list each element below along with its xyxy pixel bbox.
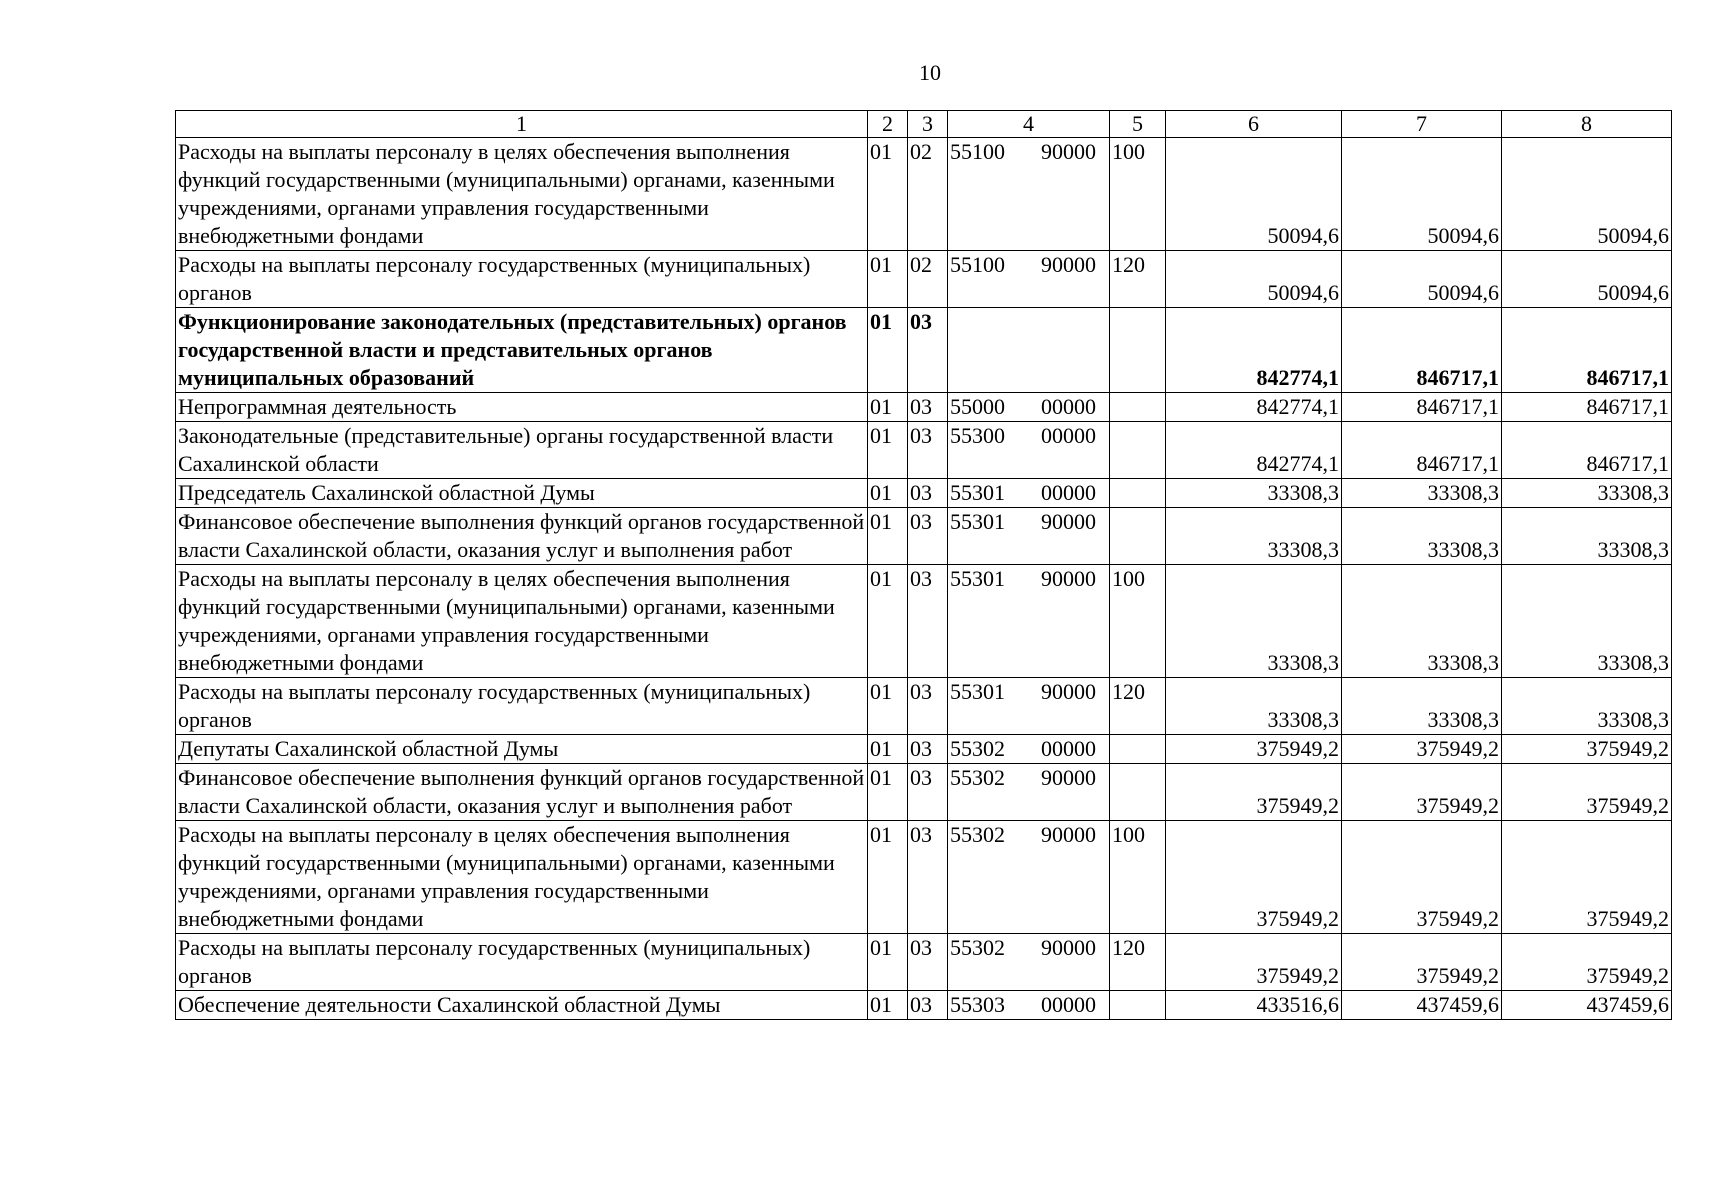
target-article-program: 55300 — [950, 423, 1005, 448]
amount-col-6: 33308,3 — [1166, 479, 1342, 508]
expense-name: Расходы на выплаты персоналу в целях обеспечения выполнения функций государственными (муниципальными) органами, казенными учреждениями, органами управления государственными внебюджетными фондами — [176, 821, 868, 934]
amount-col-8: 375949,2 — [1502, 764, 1672, 821]
expense-name: Расходы на выплаты персоналу в целях обеспечения выполнения функций государственными (муниципальными) органами, казенными учреждениями, органами управления государственными внебюджетными фондами — [176, 138, 868, 251]
target-article-direction: 90000 — [1041, 935, 1096, 960]
amount-col-8: 33308,3 — [1502, 565, 1672, 678]
amount-col-8: 33308,3 — [1502, 678, 1672, 735]
target-article-code — [948, 991, 1110, 1020]
section-code: 01 — [868, 508, 908, 565]
target-article-direction: 90000 — [1041, 765, 1096, 790]
amount-col-6: 50094,6 — [1166, 251, 1342, 308]
target-article-program: 55301 — [950, 679, 1005, 704]
section-code: 01 — [868, 138, 908, 251]
subsection-code: 02 — [908, 138, 948, 251]
target-article-code — [948, 934, 1110, 991]
expense-type-code: 100 — [1110, 138, 1166, 251]
expense-name: Финансовое обеспечение выполнения функций органов государственной власти Сахалинской области, оказания услуг и выполнения работ — [176, 508, 868, 565]
target-article-program: 55302 — [950, 736, 1005, 761]
amount-col-6: 375949,2 — [1166, 764, 1342, 821]
target-article-direction: 00000 — [1041, 480, 1096, 505]
expense-type-code — [1110, 393, 1166, 422]
header-col-7: 7 — [1342, 111, 1502, 138]
header-col-1: 1 — [176, 111, 868, 138]
amount-col-7: 33308,3 — [1342, 565, 1502, 678]
expense-name: Обеспечение деятельности Сахалинской областной Думы — [176, 991, 868, 1020]
header-col-2: 2 — [868, 111, 908, 138]
page-number: 10 — [919, 60, 941, 85]
section-code: 01 — [868, 821, 908, 934]
target-article-code — [948, 138, 1110, 251]
budget-table — [175, 110, 1672, 1020]
table-row — [176, 308, 1672, 393]
table-header — [176, 111, 1672, 138]
subsection-code: 03 — [908, 508, 948, 565]
table-row — [176, 764, 1672, 821]
expense-name: Расходы на выплаты персоналу в целях обеспечения выполнения функций государственными (муниципальными) органами, казенными учреждениями, органами управления государственными внебюджетными фондами — [176, 565, 868, 678]
target-article-direction: 90000 — [1041, 252, 1096, 277]
expense-name: Непрограммная деятельность — [176, 393, 868, 422]
subsection-code: 03 — [908, 735, 948, 764]
table-row — [176, 508, 1672, 565]
amount-col-8: 437459,6 — [1502, 991, 1672, 1020]
amount-col-8: 375949,2 — [1502, 821, 1672, 934]
subsection-code: 03 — [908, 308, 948, 393]
amount-col-7: 437459,6 — [1342, 991, 1502, 1020]
expense-type-code: 120 — [1110, 678, 1166, 735]
section-code: 01 — [868, 308, 908, 393]
amount-col-8: 50094,6 — [1502, 138, 1672, 251]
section-code: 01 — [868, 764, 908, 821]
amount-col-7: 846717,1 — [1342, 422, 1502, 479]
target-article-direction: 00000 — [1041, 992, 1096, 1017]
expense-name: Функционирование законодательных (представительных) органов государственной власти и представительных органов муниципальных образований — [176, 308, 868, 393]
amount-col-6: 33308,3 — [1166, 565, 1342, 678]
expense-type-code — [1110, 735, 1166, 764]
target-article-code — [948, 479, 1110, 508]
expense-name: Председатель Сахалинской областной Думы — [176, 479, 868, 508]
amount-col-7: 846717,1 — [1342, 308, 1502, 393]
amount-col-8: 33308,3 — [1502, 479, 1672, 508]
table-body — [176, 138, 1672, 1020]
amount-col-7: 50094,6 — [1342, 138, 1502, 251]
target-article-direction: 90000 — [1041, 679, 1096, 704]
header-col-5: 5 — [1110, 111, 1166, 138]
subsection-code: 03 — [908, 422, 948, 479]
target-article-program: 55100 — [950, 139, 1005, 164]
amount-col-6: 842774,1 — [1166, 422, 1342, 479]
expense-type-code — [1110, 764, 1166, 821]
expense-type-code — [1110, 422, 1166, 479]
subsection-code: 03 — [908, 479, 948, 508]
table-row — [176, 138, 1672, 251]
expense-name: Расходы на выплаты персоналу государственных (муниципальных) органов — [176, 251, 868, 308]
subsection-code: 02 — [908, 251, 948, 308]
expense-name: Законодательные (представительные) органы государственной власти Сахалинской области — [176, 422, 868, 479]
amount-col-6: 33308,3 — [1166, 678, 1342, 735]
target-article-direction: 90000 — [1041, 822, 1096, 847]
amount-col-8: 846717,1 — [1502, 422, 1672, 479]
section-code: 01 — [868, 991, 908, 1020]
expense-type-code — [1110, 479, 1166, 508]
amount-col-8: 846717,1 — [1502, 393, 1672, 422]
amount-col-7: 375949,2 — [1342, 735, 1502, 764]
table-row — [176, 422, 1672, 479]
amount-col-6: 50094,6 — [1166, 138, 1342, 251]
header-col-8: 8 — [1502, 111, 1672, 138]
target-article-program: 55301 — [950, 509, 1005, 534]
target-article-program: 55301 — [950, 566, 1005, 591]
table-row — [176, 251, 1672, 308]
section-code: 01 — [868, 735, 908, 764]
section-code: 01 — [868, 565, 908, 678]
target-article-program: 55302 — [950, 935, 1005, 960]
expense-type-code: 120 — [1110, 251, 1166, 308]
header-col-3: 3 — [908, 111, 948, 138]
expense-type-code — [1110, 308, 1166, 393]
target-article-code — [948, 678, 1110, 735]
expense-name: Расходы на выплаты персоналу государственных (муниципальных) органов — [176, 934, 868, 991]
table-row — [176, 479, 1672, 508]
amount-col-6: 375949,2 — [1166, 821, 1342, 934]
target-article-program: 55100 — [950, 252, 1005, 277]
amount-col-7: 846717,1 — [1342, 393, 1502, 422]
subsection-code: 03 — [908, 393, 948, 422]
expense-name: Финансовое обеспечение выполнения функций органов государственной власти Сахалинской области, оказания услуг и выполнения работ — [176, 764, 868, 821]
amount-col-6: 375949,2 — [1166, 934, 1342, 991]
table-row — [176, 934, 1672, 991]
target-article-program: 55303 — [950, 992, 1005, 1017]
amount-col-7: 375949,2 — [1342, 821, 1502, 934]
target-article-direction: 00000 — [1041, 736, 1096, 761]
target-article-code — [948, 393, 1110, 422]
expense-type-code — [1110, 991, 1166, 1020]
subsection-code: 03 — [908, 934, 948, 991]
section-code: 01 — [868, 251, 908, 308]
header-col-6: 6 — [1166, 111, 1342, 138]
table-row — [176, 821, 1672, 934]
section-code: 01 — [868, 393, 908, 422]
table-row — [176, 735, 1672, 764]
target-article-code — [948, 821, 1110, 934]
subsection-code: 03 — [908, 565, 948, 678]
target-article-code — [948, 764, 1110, 821]
amount-col-7: 375949,2 — [1342, 934, 1502, 991]
amount-col-8: 50094,6 — [1502, 251, 1672, 308]
section-code: 01 — [868, 479, 908, 508]
subsection-code: 03 — [908, 764, 948, 821]
amount-col-7: 375949,2 — [1342, 764, 1502, 821]
target-article-code — [948, 251, 1110, 308]
target-article-direction: 90000 — [1041, 566, 1096, 591]
section-code: 01 — [868, 422, 908, 479]
target-article-direction: 00000 — [1041, 423, 1096, 448]
subsection-code: 03 — [908, 991, 948, 1020]
amount-col-7: 33308,3 — [1342, 479, 1502, 508]
target-article-code — [948, 508, 1110, 565]
amount-col-8: 375949,2 — [1502, 934, 1672, 991]
target-article-program: 55302 — [950, 765, 1005, 790]
subsection-code: 03 — [908, 678, 948, 735]
amount-col-6: 375949,2 — [1166, 735, 1342, 764]
target-article-program: 55301 — [950, 480, 1005, 505]
section-code: 01 — [868, 678, 908, 735]
target-article-direction: 90000 — [1041, 509, 1096, 534]
section-code: 01 — [868, 934, 908, 991]
expense-name: Расходы на выплаты персоналу государственных (муниципальных) органов — [176, 678, 868, 735]
table-row — [176, 991, 1672, 1020]
target-article-code — [948, 422, 1110, 479]
amount-col-8: 375949,2 — [1502, 735, 1672, 764]
amount-col-8: 33308,3 — [1502, 508, 1672, 565]
amount-col-7: 33308,3 — [1342, 678, 1502, 735]
expense-type-code: 100 — [1110, 821, 1166, 934]
header-row — [176, 111, 1672, 138]
target-article-code — [948, 735, 1110, 764]
amount-col-6: 33308,3 — [1166, 508, 1342, 565]
target-article-direction: 00000 — [1041, 394, 1096, 419]
expense-type-code: 120 — [1110, 934, 1166, 991]
target-article-direction: 90000 — [1041, 139, 1096, 164]
amount-col-6: 842774,1 — [1166, 393, 1342, 422]
target-article-program: 55302 — [950, 822, 1005, 847]
amount-col-7: 50094,6 — [1342, 251, 1502, 308]
target-article-code — [948, 565, 1110, 678]
expense-type-code: 100 — [1110, 565, 1166, 678]
table-row — [176, 565, 1672, 678]
subsection-code: 03 — [908, 821, 948, 934]
target-article-program: 55000 — [950, 394, 1005, 419]
table-row — [176, 678, 1672, 735]
amount-col-6: 842774,1 — [1166, 308, 1342, 393]
target-article-code — [948, 308, 1110, 393]
header-col-4: 4 — [948, 111, 1110, 138]
expense-name: Депутаты Сахалинской областной Думы — [176, 735, 868, 764]
expense-type-code — [1110, 508, 1166, 565]
amount-col-8: 846717,1 — [1502, 308, 1672, 393]
table-row — [176, 393, 1672, 422]
amount-col-7: 33308,3 — [1342, 508, 1502, 565]
amount-col-6: 433516,6 — [1166, 991, 1342, 1020]
